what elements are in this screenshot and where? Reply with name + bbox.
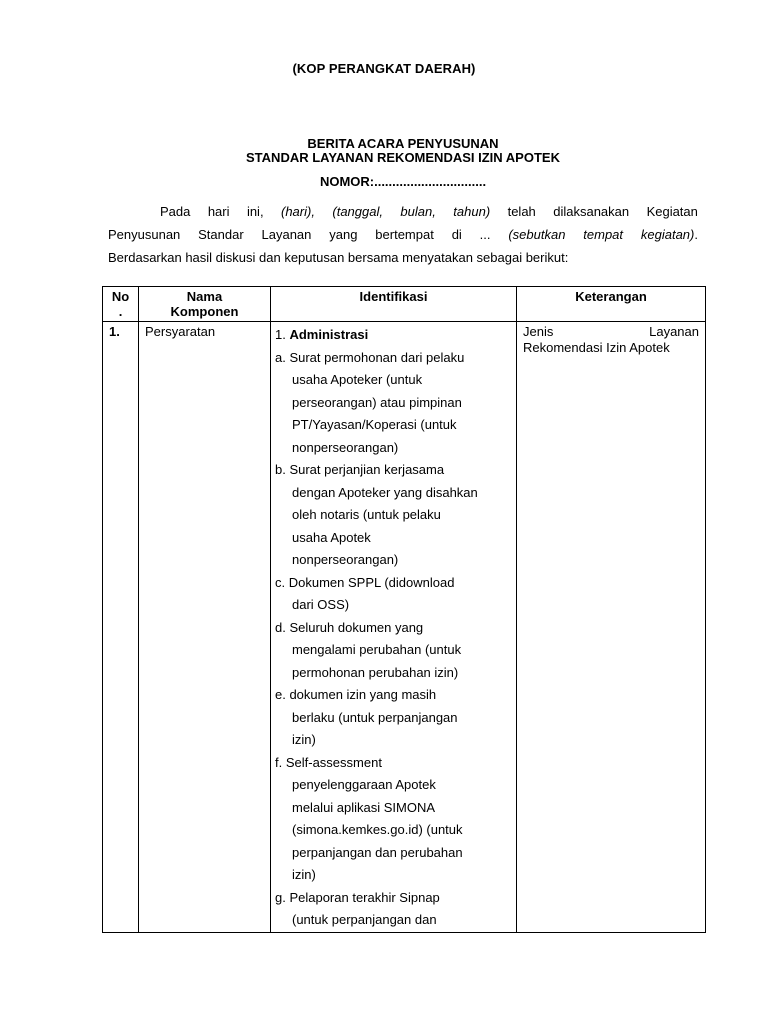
- title-line-1: BERITA ACARA PENYUSUNAN: [307, 136, 499, 151]
- intro-word: ...: [479, 226, 491, 242]
- identifikasi-item: [275, 347, 512, 460]
- intro-line-2: [108, 224, 698, 247]
- intro-word: di: [451, 226, 462, 242]
- intro-word: Penyusunan: [108, 226, 181, 242]
- header-keterangan-label: Keterangan: [575, 289, 647, 304]
- intro-word: ini,: [246, 204, 264, 219]
- intro-word: telah: [507, 204, 536, 219]
- kop-header: (KOP PERANGKAT DAERAH): [292, 61, 476, 76]
- item-continuation-line: dari OSS): [292, 597, 350, 612]
- header-nama-line2: Komponen: [170, 304, 239, 319]
- intro-word: (tanggal,: [332, 204, 383, 219]
- item-continuation-line: dengan Apoteker yang disahkan: [292, 484, 478, 500]
- row-komponen: Persyaratan: [139, 322, 271, 933]
- item-continuation-line: usaha Apoteker (untuk: [292, 372, 423, 387]
- intro-word: hari: [207, 204, 230, 219]
- keterangan-line-1: [523, 324, 699, 340]
- intro-word: bertempat: [375, 226, 434, 242]
- item-continuation-line: nonperseorangan): [292, 439, 399, 455]
- nomor-line: NOMOR:...............................: [319, 174, 487, 189]
- intro-word: tempat: [583, 226, 624, 242]
- title-line-2: STANDAR LAYANAN REKOMENDASI IZIN APOTEK: [246, 150, 560, 165]
- subheading-number: 1.: [275, 327, 290, 342]
- identifikasi-item: [275, 459, 512, 572]
- identifikasi-items: [275, 347, 512, 932]
- intro-line-3: Berdasarkan hasil diskusi dan keputusan bersama menyatakan sebagai berikut:: [108, 249, 569, 265]
- identifikasi-item: [275, 684, 512, 752]
- item-continuation-line: (simona.kemkes.go.id) (untuk: [292, 822, 463, 837]
- identifikasi-item: [275, 887, 512, 932]
- identifikasi-item: [275, 572, 512, 617]
- header-identifikasi: [271, 287, 517, 322]
- intro-word: [641, 224, 698, 247]
- intro-word: dilaksanakan: [553, 204, 630, 219]
- intro-period: .: [694, 226, 698, 242]
- item-continuation-line: permohonan perubahan izin): [292, 664, 459, 680]
- intro-word: Kegiatan: [646, 204, 698, 219]
- header-no: [103, 287, 139, 322]
- item-continuation-line: penyelenggaraan Apotek: [292, 777, 436, 792]
- item-continuation-line: oleh notaris (untuk pelaku: [292, 507, 441, 522]
- table-header-row: [103, 287, 706, 322]
- row-keterangan: [517, 322, 706, 933]
- intro-word: bulan,: [400, 204, 436, 219]
- item-continuation-line: perseorangan) atau pimpinan: [292, 394, 462, 410]
- item-continuation-line: (untuk perpanjangan dan: [292, 912, 437, 927]
- intro-word: (hari),: [281, 204, 315, 219]
- header-nama-komponen: [139, 287, 271, 322]
- intro-line-1: [108, 201, 698, 224]
- keterangan-line-2: Rekomendasi Izin Apotek: [523, 340, 670, 355]
- row-identifikasi: [271, 322, 517, 933]
- table-row: [103, 322, 706, 933]
- intro-word: tahun): [453, 204, 491, 219]
- intro-word-italic: kegiatan): [640, 226, 695, 242]
- item-first-line: a. Surat permohonan dari pelaku: [275, 349, 465, 365]
- row-number: 1.: [103, 322, 139, 933]
- identifikasi-subheading: [275, 324, 512, 347]
- item-first-line: c. Dokumen SPPL (didownload: [275, 574, 455, 590]
- item-continuation-line: mengalami perubahan (untuk: [292, 642, 462, 657]
- item-continuation-line: melalui aplikasi SIMONA: [292, 799, 436, 815]
- item-continuation-line: berlaku (untuk perpanjangan: [292, 709, 458, 725]
- item-continuation-line: izin): [292, 867, 316, 882]
- header-no-line1: No: [111, 289, 130, 304]
- intro-word: Standar: [198, 226, 244, 242]
- keterangan-word: Jenis: [523, 324, 554, 339]
- identifikasi-item: [275, 752, 512, 887]
- item-continuation-line: nonperseorangan): [292, 552, 399, 567]
- item-continuation-line: izin): [292, 732, 316, 747]
- item-first-line: g. Pelaporan terakhir Sipnap: [275, 889, 440, 905]
- header-nama-line1: Nama: [186, 289, 223, 304]
- item-first-line: e. dokumen izin yang masih: [275, 687, 437, 702]
- item-continuation-line: PT/Yayasan/Koperasi (untuk: [292, 417, 457, 432]
- header-keterangan: [517, 287, 706, 322]
- item-first-line: f. Self-assessment: [275, 754, 382, 770]
- intro-word: Layanan: [261, 226, 312, 242]
- item-first-line: b. Surat perjanjian kerjasama: [275, 462, 445, 477]
- keterangan-word: Layanan: [649, 324, 699, 339]
- intro-word: Pada: [160, 204, 191, 219]
- intro-paragraph: [108, 201, 698, 269]
- identifikasi-item: [275, 617, 512, 685]
- standard-table: [102, 286, 706, 933]
- intro-word: yang: [329, 226, 358, 242]
- header-no-line2: .: [118, 304, 123, 319]
- item-continuation-line: usaha Apotek: [292, 529, 371, 545]
- header-identifikasi-label: Identifikasi: [359, 289, 428, 304]
- subheading-title: Administrasi: [289, 327, 369, 342]
- intro-word: (sebutkan: [508, 226, 566, 242]
- item-first-line: d. Seluruh dokumen yang: [275, 619, 424, 635]
- item-continuation-line: perpanjangan dan perubahan: [292, 844, 463, 860]
